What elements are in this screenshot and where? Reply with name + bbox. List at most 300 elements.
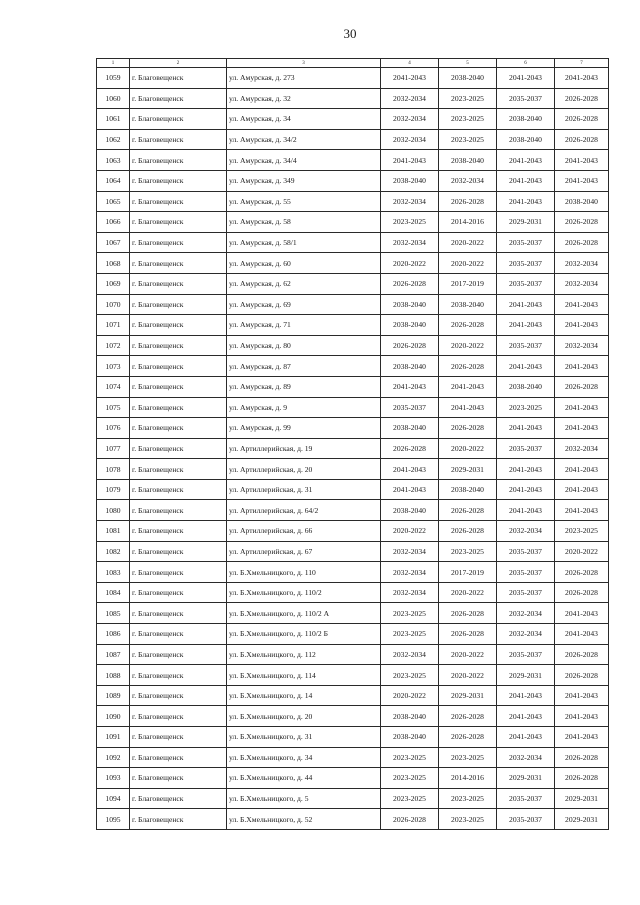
period-col-7: 2041-2043 — [555, 418, 609, 439]
row-number: 1064 — [97, 170, 130, 191]
row-number: 1075 — [97, 397, 130, 418]
period-col-6: 2032-2034 — [497, 603, 555, 624]
period-col-7: 2038-2040 — [555, 191, 609, 212]
table-row — [97, 68, 609, 89]
address-cell: ул. Амурская, д. 58/1 — [227, 232, 381, 253]
table-row — [97, 253, 609, 274]
header-col-5: 5 — [439, 59, 497, 68]
table-body — [97, 68, 609, 830]
row-number: 1070 — [97, 294, 130, 315]
period-col-5: 2020-2022 — [439, 253, 497, 274]
period-col-4: 2032-2034 — [381, 232, 439, 253]
row-number: 1059 — [97, 68, 130, 89]
period-col-7: 2026-2028 — [555, 644, 609, 665]
period-col-7: 2041-2043 — [555, 479, 609, 500]
row-number: 1091 — [97, 727, 130, 748]
period-col-5: 2020-2022 — [439, 582, 497, 603]
housing-register-table — [96, 58, 609, 830]
row-number: 1095 — [97, 809, 130, 830]
period-col-5: 2014-2016 — [439, 768, 497, 789]
period-col-4: 2038-2040 — [381, 706, 439, 727]
city-cell: г. Благовещенск — [130, 376, 227, 397]
period-col-5: 2014-2016 — [439, 212, 497, 233]
period-col-6: 2041-2043 — [497, 315, 555, 336]
period-col-4: 2026-2028 — [381, 335, 439, 356]
period-col-6: 2041-2043 — [497, 706, 555, 727]
period-col-6: 2041-2043 — [497, 170, 555, 191]
city-cell: г. Благовещенск — [130, 809, 227, 830]
row-number: 1086 — [97, 624, 130, 645]
table-row — [97, 541, 609, 562]
period-col-6: 2035-2037 — [497, 582, 555, 603]
city-cell: г. Благовещенск — [130, 459, 227, 480]
city-cell: г. Благовещенск — [130, 500, 227, 521]
period-col-7: 2020-2022 — [555, 541, 609, 562]
table-row — [97, 212, 609, 233]
period-col-5: 2026-2028 — [439, 521, 497, 542]
period-col-7: 2041-2043 — [555, 603, 609, 624]
city-cell: г. Благовещенск — [130, 315, 227, 336]
city-cell: г. Благовещенск — [130, 68, 227, 89]
city-cell: г. Благовещенск — [130, 109, 227, 130]
period-col-7: 2026-2028 — [555, 582, 609, 603]
address-cell: ул. Артиллерийская, д. 64/2 — [227, 500, 381, 521]
table-row — [97, 624, 609, 645]
period-col-7: 2023-2025 — [555, 521, 609, 542]
period-col-5: 2026-2028 — [439, 727, 497, 748]
period-col-5: 2026-2028 — [439, 624, 497, 645]
row-number: 1069 — [97, 273, 130, 294]
period-col-7: 2026-2028 — [555, 109, 609, 130]
period-col-6: 2041-2043 — [497, 294, 555, 315]
row-number: 1063 — [97, 150, 130, 171]
period-col-5: 2026-2028 — [439, 706, 497, 727]
address-cell: ул. Амурская, д. 349 — [227, 170, 381, 191]
period-col-4: 2041-2043 — [381, 376, 439, 397]
city-cell: г. Благовещенск — [130, 706, 227, 727]
period-col-5: 2020-2022 — [439, 665, 497, 686]
period-col-5: 2026-2028 — [439, 191, 497, 212]
period-col-5: 2023-2025 — [439, 88, 497, 109]
city-cell: г. Благовещенск — [130, 788, 227, 809]
period-col-5: 2020-2022 — [439, 438, 497, 459]
period-col-4: 2038-2040 — [381, 418, 439, 439]
table-row — [97, 356, 609, 377]
address-cell: ул. Б.Хмельницкого, д. 110/2 Б — [227, 624, 381, 645]
period-col-7: 2041-2043 — [555, 685, 609, 706]
period-col-6: 2035-2037 — [497, 335, 555, 356]
table-row — [97, 273, 609, 294]
period-col-5: 2032-2034 — [439, 170, 497, 191]
address-cell: ул. Амурская, д. 60 — [227, 253, 381, 274]
period-col-7: 2041-2043 — [555, 68, 609, 89]
city-cell: г. Благовещенск — [130, 562, 227, 583]
period-col-5: 2023-2025 — [439, 541, 497, 562]
period-col-6: 2035-2037 — [497, 88, 555, 109]
period-col-7: 2032-2034 — [555, 253, 609, 274]
period-col-5: 2038-2040 — [439, 294, 497, 315]
period-col-5: 2017-2019 — [439, 562, 497, 583]
header-col-4: 4 — [381, 59, 439, 68]
row-number: 1089 — [97, 685, 130, 706]
period-col-6: 2041-2043 — [497, 356, 555, 377]
row-number: 1077 — [97, 438, 130, 459]
period-col-4: 2023-2025 — [381, 665, 439, 686]
period-col-4: 2026-2028 — [381, 809, 439, 830]
city-cell: г. Благовещенск — [130, 212, 227, 233]
city-cell: г. Благовещенск — [130, 150, 227, 171]
city-cell: г. Благовещенск — [130, 521, 227, 542]
row-number: 1082 — [97, 541, 130, 562]
address-cell: ул. Б.Хмельницкого, д. 112 — [227, 644, 381, 665]
address-cell: ул. Б.Хмельницкого, д. 31 — [227, 727, 381, 748]
city-cell: г. Благовещенск — [130, 335, 227, 356]
address-cell: ул. Б.Хмельницкого, д. 110/2 — [227, 582, 381, 603]
address-cell: ул. Амурская, д. 89 — [227, 376, 381, 397]
period-col-6: 2038-2040 — [497, 129, 555, 150]
table-row — [97, 376, 609, 397]
period-col-5: 2026-2028 — [439, 500, 497, 521]
address-cell: ул. Б.Хмельницкого, д. 5 — [227, 788, 381, 809]
table-row — [97, 747, 609, 768]
address-cell: ул. Амурская, д. 69 — [227, 294, 381, 315]
period-col-5: 2023-2025 — [439, 109, 497, 130]
row-number: 1067 — [97, 232, 130, 253]
period-col-7: 2026-2028 — [555, 747, 609, 768]
period-col-5: 2026-2028 — [439, 418, 497, 439]
period-col-4: 2041-2043 — [381, 459, 439, 480]
table-row — [97, 768, 609, 789]
period-col-4: 2020-2022 — [381, 253, 439, 274]
table-row — [97, 788, 609, 809]
address-cell: ул. Б.Хмельницкого, д. 44 — [227, 768, 381, 789]
period-col-5: 2026-2028 — [439, 315, 497, 336]
row-number: 1081 — [97, 521, 130, 542]
period-col-7: 2029-2031 — [555, 788, 609, 809]
address-cell: ул. Артиллерийская, д. 31 — [227, 479, 381, 500]
address-cell: ул. Б.Хмельницкого, д. 52 — [227, 809, 381, 830]
table-row — [97, 562, 609, 583]
period-col-6: 2032-2034 — [497, 521, 555, 542]
period-col-6: 2035-2037 — [497, 788, 555, 809]
city-cell: г. Благовещенск — [130, 232, 227, 253]
period-col-6: 2041-2043 — [497, 459, 555, 480]
period-col-6: 2032-2034 — [497, 624, 555, 645]
period-col-4: 2023-2025 — [381, 747, 439, 768]
table-row — [97, 479, 609, 500]
row-number: 1072 — [97, 335, 130, 356]
period-col-4: 2032-2034 — [381, 191, 439, 212]
period-col-6: 2035-2037 — [497, 253, 555, 274]
city-cell: г. Благовещенск — [130, 747, 227, 768]
row-number: 1083 — [97, 562, 130, 583]
city-cell: г. Благовещенск — [130, 665, 227, 686]
period-col-4: 2038-2040 — [381, 356, 439, 377]
address-cell: ул. Б.Хмельницкого, д. 14 — [227, 685, 381, 706]
city-cell: г. Благовещенск — [130, 685, 227, 706]
period-col-4: 2032-2034 — [381, 88, 439, 109]
period-col-5: 2020-2022 — [439, 232, 497, 253]
period-col-5: 2038-2040 — [439, 68, 497, 89]
period-col-4: 2032-2034 — [381, 644, 439, 665]
period-col-4: 2038-2040 — [381, 294, 439, 315]
address-cell: ул. Амурская, д. 34/4 — [227, 150, 381, 171]
period-col-7: 2041-2043 — [555, 315, 609, 336]
city-cell: г. Благовещенск — [130, 397, 227, 418]
period-col-7: 2026-2028 — [555, 88, 609, 109]
period-col-7: 2041-2043 — [555, 459, 609, 480]
period-col-5: 2038-2040 — [439, 150, 497, 171]
row-number: 1080 — [97, 500, 130, 521]
period-col-6: 2041-2043 — [497, 191, 555, 212]
period-col-4: 2026-2028 — [381, 273, 439, 294]
page-number: 30 — [343, 26, 357, 41]
period-col-5: 2038-2040 — [439, 479, 497, 500]
period-col-7: 2041-2043 — [555, 294, 609, 315]
row-number: 1068 — [97, 253, 130, 274]
table-header — [97, 59, 609, 68]
city-cell: г. Благовещенск — [130, 88, 227, 109]
row-number: 1073 — [97, 356, 130, 377]
header-col-6: 6 — [497, 59, 555, 68]
period-col-6: 2038-2040 — [497, 109, 555, 130]
period-col-5: 2020-2022 — [439, 335, 497, 356]
address-cell: ул. Артиллерийская, д. 66 — [227, 521, 381, 542]
period-col-4: 2023-2025 — [381, 624, 439, 645]
period-col-6: 2041-2043 — [497, 727, 555, 748]
period-col-7: 2029-2031 — [555, 809, 609, 830]
row-number: 1085 — [97, 603, 130, 624]
period-col-6: 2038-2040 — [497, 376, 555, 397]
city-cell: г. Благовещенск — [130, 253, 227, 274]
address-cell: ул. Артиллерийская, д. 19 — [227, 438, 381, 459]
row-number: 1065 — [97, 191, 130, 212]
row-number: 1071 — [97, 315, 130, 336]
period-col-6: 2023-2025 — [497, 397, 555, 418]
address-cell: ул. Амурская, д. 273 — [227, 68, 381, 89]
table-row — [97, 706, 609, 727]
city-cell: г. Благовещенск — [130, 191, 227, 212]
period-col-6: 2041-2043 — [497, 500, 555, 521]
period-col-5: 2029-2031 — [439, 459, 497, 480]
address-cell: ул. Артиллерийская, д. 67 — [227, 541, 381, 562]
city-cell: г. Благовещенск — [130, 624, 227, 645]
period-col-7: 2041-2043 — [555, 727, 609, 748]
period-col-4: 2032-2034 — [381, 109, 439, 130]
period-col-6: 2035-2037 — [497, 644, 555, 665]
period-col-4: 2038-2040 — [381, 500, 439, 521]
period-col-7: 2026-2028 — [555, 562, 609, 583]
table-row — [97, 88, 609, 109]
period-col-4: 2038-2040 — [381, 727, 439, 748]
row-number: 1084 — [97, 582, 130, 603]
period-col-4: 2038-2040 — [381, 170, 439, 191]
period-col-6: 2032-2034 — [497, 747, 555, 768]
period-col-6: 2035-2037 — [497, 562, 555, 583]
header-row — [97, 59, 609, 68]
row-number: 1088 — [97, 665, 130, 686]
period-col-4: 2023-2025 — [381, 212, 439, 233]
header-col-1: 1 — [97, 59, 130, 68]
address-cell: ул. Амурская, д. 58 — [227, 212, 381, 233]
header-col-3: 3 — [227, 59, 381, 68]
table-row — [97, 809, 609, 830]
city-cell: г. Благовещенск — [130, 129, 227, 150]
period-col-5: 2026-2028 — [439, 603, 497, 624]
period-col-6: 2035-2037 — [497, 232, 555, 253]
address-cell: ул. Б.Хмельницкого, д. 110 — [227, 562, 381, 583]
row-number: 1066 — [97, 212, 130, 233]
period-col-6: 2041-2043 — [497, 150, 555, 171]
city-cell: г. Благовещенск — [130, 644, 227, 665]
period-col-6: 2029-2031 — [497, 212, 555, 233]
city-cell: г. Благовещенск — [130, 294, 227, 315]
period-col-7: 2041-2043 — [555, 624, 609, 645]
header-col-7: 7 — [555, 59, 609, 68]
period-col-6: 2035-2037 — [497, 809, 555, 830]
table-row — [97, 644, 609, 665]
city-cell: г. Благовещенск — [130, 582, 227, 603]
city-cell: г. Благовещенск — [130, 603, 227, 624]
table-row — [97, 335, 609, 356]
city-cell: г. Благовещенск — [130, 418, 227, 439]
row-number: 1076 — [97, 418, 130, 439]
table-row — [97, 521, 609, 542]
address-cell: ул. Амурская, д. 34/2 — [227, 129, 381, 150]
period-col-5: 2023-2025 — [439, 129, 497, 150]
city-cell: г. Благовещенск — [130, 438, 227, 459]
period-col-5: 2041-2043 — [439, 397, 497, 418]
address-cell: ул. Амурская, д. 80 — [227, 335, 381, 356]
period-col-7: 2026-2028 — [555, 232, 609, 253]
address-cell: ул. Б.Хмельницкого, д. 20 — [227, 706, 381, 727]
row-number: 1079 — [97, 479, 130, 500]
address-cell: ул. Амурская, д. 71 — [227, 315, 381, 336]
address-cell: ул. Б.Хмельницкого, д. 114 — [227, 665, 381, 686]
period-col-7: 2041-2043 — [555, 356, 609, 377]
row-number: 1087 — [97, 644, 130, 665]
city-cell: г. Благовещенск — [130, 768, 227, 789]
city-cell: г. Благовещенск — [130, 479, 227, 500]
period-col-7: 2041-2043 — [555, 170, 609, 191]
period-col-4: 2038-2040 — [381, 315, 439, 336]
period-col-7: 2026-2028 — [555, 768, 609, 789]
period-col-6: 2041-2043 — [497, 685, 555, 706]
period-col-5: 2023-2025 — [439, 788, 497, 809]
city-cell: г. Благовещенск — [130, 273, 227, 294]
period-col-7: 2041-2043 — [555, 397, 609, 418]
period-col-4: 2032-2034 — [381, 129, 439, 150]
address-cell: ул. Амурская, д. 62 — [227, 273, 381, 294]
row-number: 1060 — [97, 88, 130, 109]
address-cell: ул. Амурская, д. 55 — [227, 191, 381, 212]
table-row — [97, 603, 609, 624]
row-number: 1074 — [97, 376, 130, 397]
period-col-7: 2041-2043 — [555, 500, 609, 521]
period-col-5: 2029-2031 — [439, 685, 497, 706]
table-row — [97, 727, 609, 748]
period-col-7: 2032-2034 — [555, 335, 609, 356]
city-cell: г. Благовещенск — [130, 356, 227, 377]
table-row — [97, 459, 609, 480]
address-cell: ул. Амурская, д. 99 — [227, 418, 381, 439]
period-col-4: 2032-2034 — [381, 582, 439, 603]
address-cell: ул. Б.Хмельницкого, д. 110/2 А — [227, 603, 381, 624]
period-col-4: 2023-2025 — [381, 768, 439, 789]
period-col-6: 2029-2031 — [497, 665, 555, 686]
period-col-7: 2041-2043 — [555, 706, 609, 727]
period-col-4: 2041-2043 — [381, 150, 439, 171]
period-col-5: 2023-2025 — [439, 809, 497, 830]
period-col-6: 2041-2043 — [497, 68, 555, 89]
period-col-6: 2041-2043 — [497, 479, 555, 500]
period-col-7: 2026-2028 — [555, 129, 609, 150]
row-number: 1078 — [97, 459, 130, 480]
period-col-4: 2032-2034 — [381, 562, 439, 583]
period-col-5: 2023-2025 — [439, 747, 497, 768]
period-col-4: 2032-2034 — [381, 541, 439, 562]
period-col-4: 2023-2025 — [381, 788, 439, 809]
period-col-5: 2041-2043 — [439, 376, 497, 397]
address-cell: ул. Амурская, д. 9 — [227, 397, 381, 418]
table-row — [97, 294, 609, 315]
address-cell: ул. Б.Хмельницкого, д. 34 — [227, 747, 381, 768]
city-cell: г. Благовещенск — [130, 727, 227, 748]
row-number: 1094 — [97, 788, 130, 809]
table-row — [97, 109, 609, 130]
period-col-7: 2032-2034 — [555, 273, 609, 294]
period-col-6: 2035-2037 — [497, 541, 555, 562]
period-col-7: 2032-2034 — [555, 438, 609, 459]
period-col-4: 2041-2043 — [381, 68, 439, 89]
table-row — [97, 150, 609, 171]
city-cell: г. Благовещенск — [130, 541, 227, 562]
table-row — [97, 418, 609, 439]
table-row — [97, 665, 609, 686]
row-number: 1061 — [97, 109, 130, 130]
table-row — [97, 685, 609, 706]
period-col-6: 2029-2031 — [497, 768, 555, 789]
table-row — [97, 191, 609, 212]
period-col-7: 2041-2043 — [555, 150, 609, 171]
table-row — [97, 315, 609, 336]
row-number: 1093 — [97, 768, 130, 789]
table-row — [97, 232, 609, 253]
period-col-5: 2020-2022 — [439, 644, 497, 665]
period-col-4: 2023-2025 — [381, 603, 439, 624]
period-col-4: 2020-2022 — [381, 685, 439, 706]
address-cell: ул. Амурская, д. 87 — [227, 356, 381, 377]
table-row — [97, 438, 609, 459]
row-number: 1092 — [97, 747, 130, 768]
table-row — [97, 582, 609, 603]
table-row — [97, 170, 609, 191]
address-cell: ул. Артиллерийская, д. 20 — [227, 459, 381, 480]
period-col-6: 2035-2037 — [497, 438, 555, 459]
table-row — [97, 397, 609, 418]
period-col-5: 2026-2028 — [439, 356, 497, 377]
period-col-4: 2035-2037 — [381, 397, 439, 418]
period-col-4: 2041-2043 — [381, 479, 439, 500]
table-row — [97, 129, 609, 150]
city-cell: г. Благовещенск — [130, 170, 227, 191]
address-cell: ул. Амурская, д. 32 — [227, 88, 381, 109]
period-col-6: 2041-2043 — [497, 418, 555, 439]
period-col-5: 2017-2019 — [439, 273, 497, 294]
period-col-7: 2026-2028 — [555, 376, 609, 397]
address-cell: ул. Амурская, д. 34 — [227, 109, 381, 130]
period-col-7: 2026-2028 — [555, 665, 609, 686]
